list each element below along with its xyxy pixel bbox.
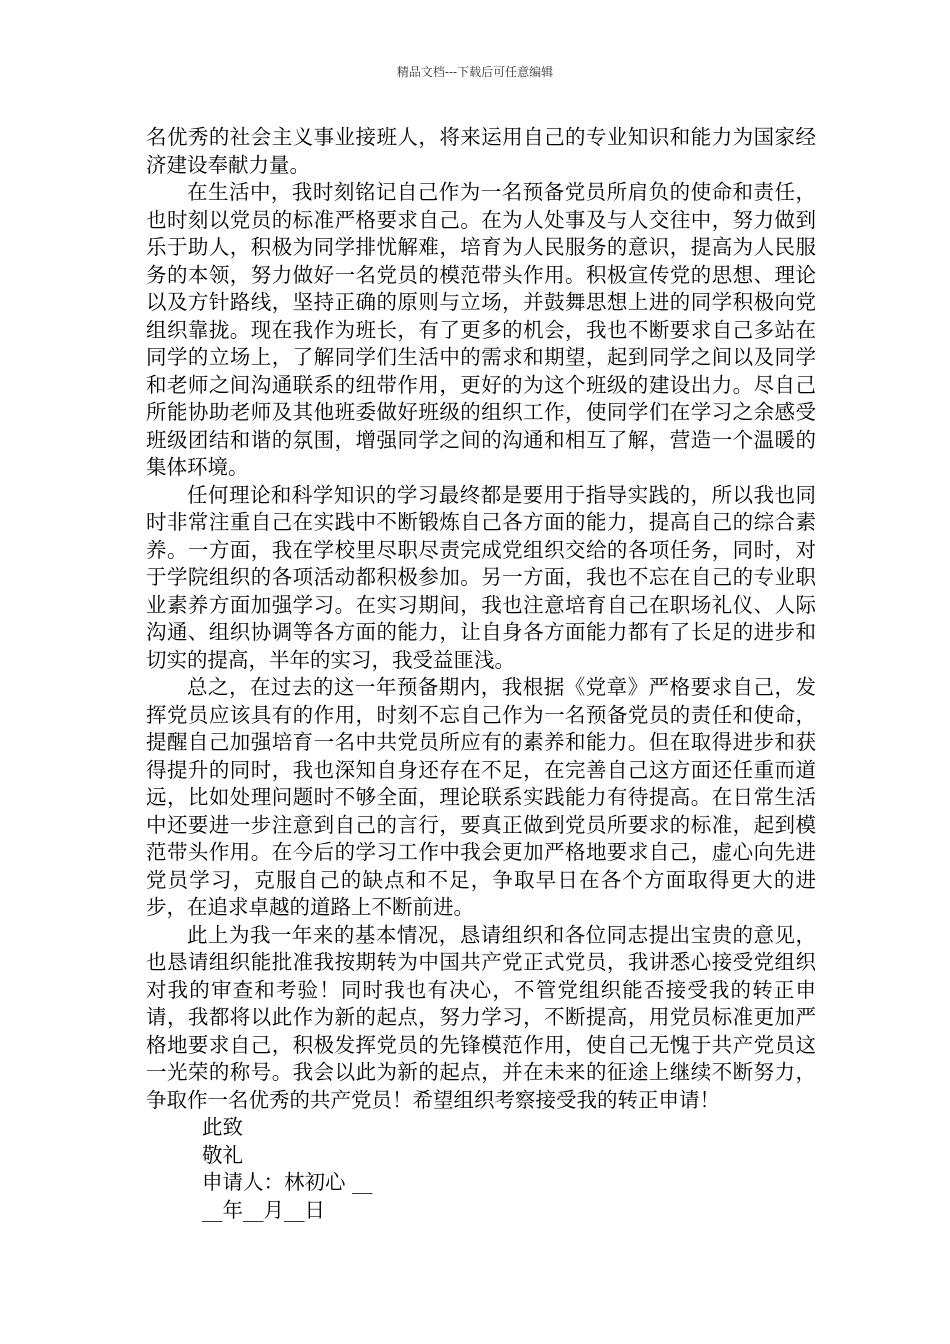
signature-date: __年__月__日 — [202, 1197, 325, 1222]
paragraph-2: 在生活中，我时刻铭记自己作为一名预备党员所肩负的使命和责任，也时刻以党员的标准严格要求自己。在为人处事及与人交往中，努力做到乐于助人，积极为同学排忧解难，培育为人民服务的意识，提高为人民服务的本领，努力做好一名党员的模范带头作用。积极宣传党的思想、理论以及方针路线，坚持正确的原则与立场，并鼓舞思想上进的同学积极向党组织靠拢。现在我作为班长，有了更多的机会，我也不断要求自己多站在同学的立场上，了解同学们生活中的需求和期望，起到同学之间以及同学和老师之间沟通联系的纽带作用，更好的为这个班级的建设出力。尽自己所能协助老师及其他班委做好班级的组织工作，使同学们在学习之余感受班级团结和谐的氛围，增强同学之间的沟通和相互了解，营造一个温暖的集体环境。 — [146, 180, 816, 479]
paragraph-3: 任何理论和科学知识的学习最终都是要用于指导实践的，所以我也同时非常注重自己在实践中不断锻炼自己各方面的能力，提高自己的综合素养。一方面，我在学校里尽职尽责完成党组织交给的各项任务，同时，对于学院组织的各项活动都积极参加。另一方面，我也不忘在自己的专业职业素养方面加强学习。在实习期间，我也注意培育自己在职场礼仪、人际沟通、组织协调等各方面的能力，让自身各方面能力都有了长足的进步和切实的提高，半年的实习，我受益匪浅。 — [146, 482, 816, 672]
closing-salutation: 此致 — [202, 1115, 243, 1139]
paragraph-5: 此上为我一年来的基本情况，恳请组织和各位同志提出宝贵的意见，也恳请组织能批准我按期转为中国共产党正式党员，我讲悉心接受党组织对我的审查和考验！同时我也有决心，不管党组织能否接受我的转正申请，我都将以此作为新的起点，努力学习，不断提高，用党员标准更加严格地要求自己，积极发挥党员的先锋模范作用，使自己无愧于共产党员这一光荣的称号。我会以此为新的起点，并在未来的征途上继续不断努力，争取作一名优秀的共产党员！希望组织考察接受我的转正申请！ — [146, 922, 816, 1112]
applicant-signature: 申请人：林初心 __ — [202, 1170, 373, 1194]
paragraph-4: 总之，在过去的这一年预备期内，我根据《党章》严格要求自己，发挥党员应该具有的作用，时刻不忘自己作为一名预备党员的责任和使命，提醒自己加强培育一名中共党员所应有的素养和能力。但在取得进步和获得提升的同时，我也深知自身还存在不足，在完善自己这方面还任重而道远，比如处理问题时不够全面，理论联系实践能力有待提高。在日常生活中还要进一步注意到自己的言行，要真正做到党员所要求的标准，起到模范带头作用。在今后的学习工作中我会更加严格地要求自己，虚心向先进党员学习，克服自己的缺点和不足，争取早日在各个方面取得更大的进步，在追求卓越的道路上不断前进。 — [146, 675, 816, 919]
paragraph-1: 名优秀的社会主义事业接班人，将来运用自己的专业知识和能力为国家经济建设奉献力量。 — [146, 125, 816, 177]
page-header: 精品文档---下载后可任意编辑 — [396, 65, 554, 79]
closing-regards: 敬礼 — [202, 1142, 243, 1167]
document-body — [146, 124, 816, 1224]
